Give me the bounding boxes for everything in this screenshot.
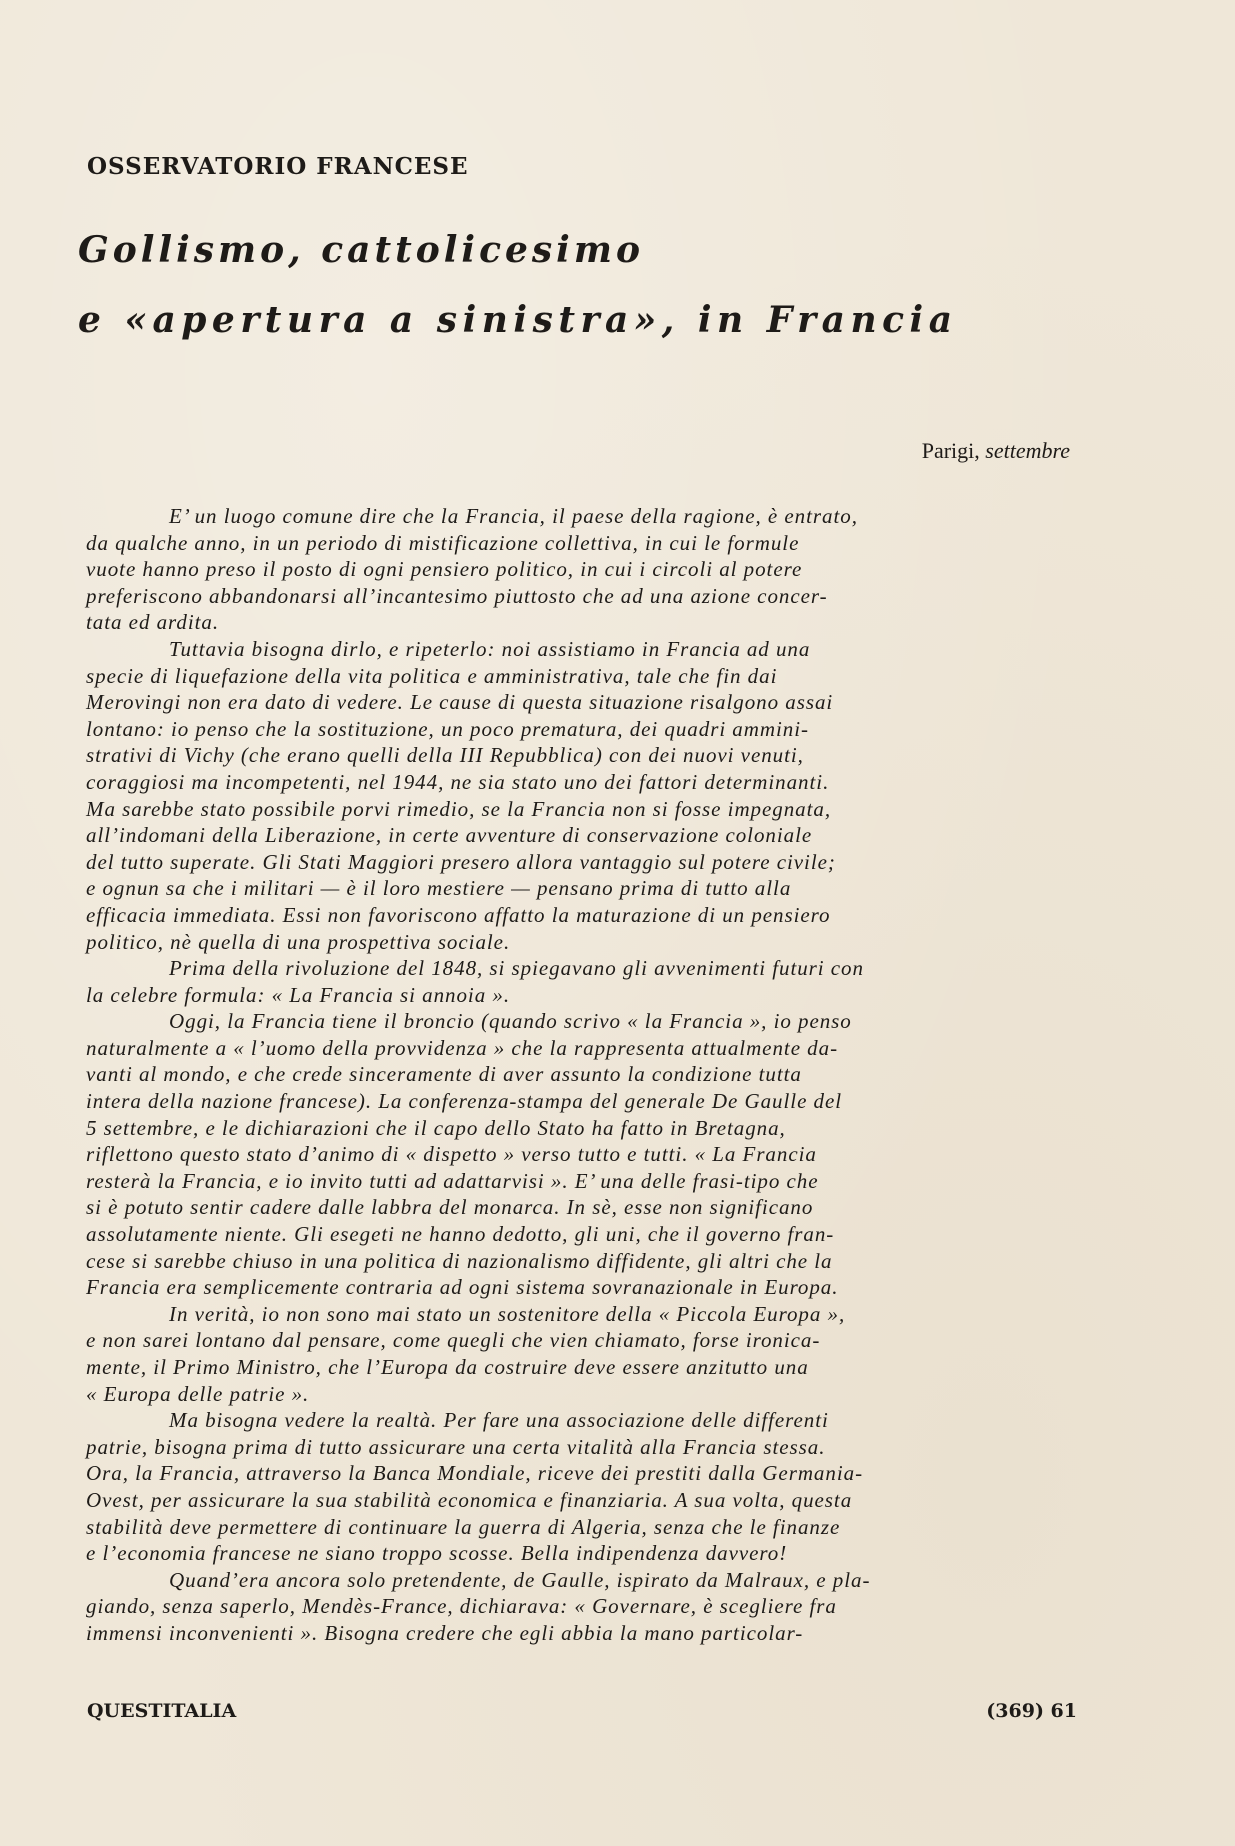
body-line: resterà la Francia, e io invito tutti ad adattarvisi ». E’ una delle frasi-tipo che (86, 1168, 819, 1193)
body-line: Ora, la Francia, attraverso la Banca Mondiale, riceve dei prestiti dalla Germania- (86, 1461, 864, 1486)
body-line: vanti al mondo, e che crede sinceramente di aver assunto la condizione tutta (86, 1062, 802, 1087)
body-line: cese si sarebbe chiuso in una politica di nazionalismo diffidente, gli altri che la (86, 1248, 833, 1273)
body-line: Prima della rivoluzione del 1848, si spiegavano gli avvenimenti futuri con (169, 956, 864, 981)
body-line: all’indomani della Liberazione, in certe avventure di conservazione coloniale (86, 823, 813, 848)
body-line: vuote hanno preso il posto di ogni pensiero politico, in cui i circoli al potere (86, 557, 803, 582)
body-line: Quand’era ancora solo pretendente, de Gaulle, ispirato da Malraux, e pla- (169, 1567, 871, 1592)
body-line: efficacia immediata. Essi non favoriscono affatto la maturazione di un pensiero (86, 902, 831, 927)
body-line: stabilità deve permettere di continuare la guerra di Algeria, senza che le finanze (86, 1514, 841, 1539)
footer-journal-name: QUESTITALIA (87, 1700, 237, 1722)
dateline (922, 438, 1070, 464)
body-line: « Europa delle patrie ». (86, 1381, 310, 1406)
body-line: naturalmente a « l’uomo della provvidenza » che la rappresenta attualmente da- (86, 1035, 839, 1060)
body-line: Oggi, la Francia tiene il broncio (quando scrivo « la Francia », io penso (169, 1009, 852, 1034)
article-title (78, 215, 958, 355)
body-line: specie di liquefazione della vita politica e amministrativa, tale che fin dai (86, 663, 778, 688)
dateline-month: settembre (985, 438, 1070, 463)
body-line: e l’economia francese ne siano troppo scosse. Bella indipendenza davvero! (86, 1541, 788, 1566)
body-line: lontano: io penso che la sostituzione, un poco prematura, dei quadri ammini- (86, 716, 809, 741)
body-line: patrie, bisogna prima di tutto assicurare una certa vitalità alla Francia stessa. (86, 1434, 826, 1459)
body-line: Tuttavia bisogna dirlo, e ripeterlo: noi assistiamo in Francia ad una (169, 636, 811, 661)
body-line: e non sarei lontano dal pensare, come quegli che vien chiamato, forse ironica- (86, 1328, 821, 1353)
body-line: Merovingi non era dato di vedere. Le cause di questa situazione risalgono assai (86, 690, 834, 715)
body-line: politico, nè quella di una prospettiva sociale. (86, 929, 511, 954)
title-line-1: Gollismo, cattolicesimo (78, 229, 644, 271)
body-line: preferiscono abbandonarsi all’incantesimo piuttosto che ad una azione concer- (86, 583, 828, 608)
body-line: strativi di Vichy (che erano quelli della III Repubblica) con dei nuovi venuti, (86, 743, 804, 768)
body-line: e ognun sa che i militari — è il loro mestiere — pensano prima di tutto alla (86, 876, 792, 901)
article-body (86, 503, 1176, 1647)
body-line: In verità, io non sono mai stato un sostenitore della « Piccola Europa », (169, 1301, 846, 1326)
body-line: riflettono questo stato d’animo di « dispetto » verso tutto e tutti. « La Francia (86, 1142, 817, 1167)
body-line: Ma sarebbe stato possibile porvi rimedio, se la Francia non si fosse impegnata, (86, 796, 832, 821)
body-line: 5 settembre, e le dichiarazioni che il capo dello Stato ha fatto in Bretagna, (86, 1115, 786, 1140)
title-line-2: e «apertura a sinistra», in Francia (78, 299, 958, 341)
body-line: giando, senza saperlo, Mendès-France, dichiarava: « Governare, è scegliere fra (86, 1594, 837, 1619)
body-line: da qualche anno, in un periodo di mistificazione collettiva, in cui le formule (86, 530, 800, 555)
body-line: Francia era semplicemente contraria ad ogni sistema sovranazionale in Europa. (86, 1275, 839, 1300)
body-line: mente, il Primo Ministro, che l’Europa da costruire deve essere anzitutto una (86, 1355, 809, 1379)
section-rubric: OSSERVATORIO FRANCESE (87, 153, 469, 180)
body-line: intera della nazione francese). La conferenza-stampa del generale De Gaulle del (86, 1089, 843, 1114)
dateline-place: Parigi, (921, 438, 980, 463)
footer-page-number: (369) 61 (986, 1700, 1077, 1722)
body-line: si è potuto sentir cadere dalle labbra del monarca. In sè, esse non significano (86, 1195, 814, 1220)
body-line: la celebre formula: « La Francia si annoia ». (86, 982, 511, 1007)
body-line: immensi inconvenienti ». Bisogna credere che egli abbia la mano particolar- (86, 1620, 804, 1645)
body-line: assolutamente niente. Gli esegeti ne hanno dedotto, gli uni, che il governo fran- (86, 1222, 835, 1247)
body-line: E’ un luogo comune dire che la Francia, il paese della ragione, è entrato, (169, 504, 858, 528)
body-line: Ma bisogna vedere la realtà. Per fare una associazione delle differenti (169, 1408, 829, 1433)
body-line: Ovest, per assicurare la sua stabilità economica e finanziaria. A sua volta, questa (86, 1487, 853, 1512)
body-line: coraggiosi ma incompetenti, nel 1944, ne sia stato uno dei fattori determinanti. (86, 769, 830, 794)
body-line: del tutto superate. Gli Stati Maggiori presero allora vantaggio sul potere civile; (86, 849, 836, 874)
body-line: tata ed ardita. (86, 610, 220, 635)
